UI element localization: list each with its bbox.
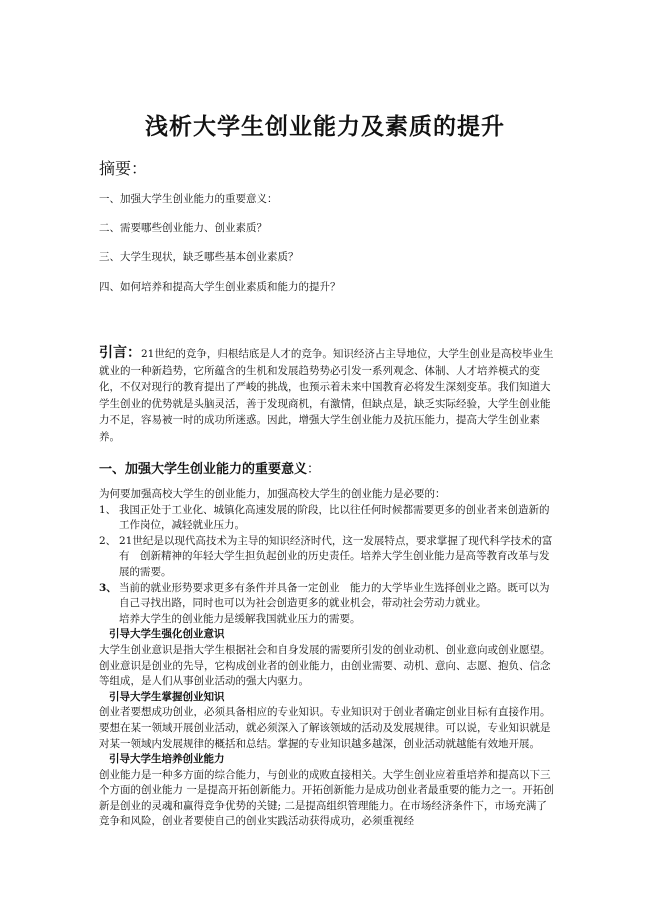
list-item (99, 503, 557, 534)
intro-label: 引言： (99, 345, 141, 361)
list-item-number: 1、 (99, 503, 117, 516)
intro-text: 21世纪的竞争，归根结底是人才的竞争。知识经济占主导地位，大学生创业是高校毕业生就业的一种新趋势，它所蕴含的生机和发展趋势势必引发一系列观念、体制、人才培养模式的变化，不仅对现行的教育提出了严峻的挑战，也预示着未来中国教育必将发生深刻变革。我们知道大学生创业的优势就是头脑灵活，善于发现商机，有激情，但缺点是，缺乏实际经验，大学生创业能力不足，容易被一时的成功所迷惑。因此，增强大学生创业能力及抗压能力，提高大学生创业素养。 (99, 348, 554, 443)
list-item-number: 3、 (99, 581, 117, 594)
section-1-heading-colon: ： (307, 462, 321, 477)
subsection-text-awareness: 大学生创业意识是指大学生根据社会和自身发展的需要所引发的创业动机、创业意向或创业愿望。创业意识是创业的先导，它构成创业者的创业能力，由创业需要、动机、意向、志愿、抱负、信念等组成，是人们从事创业活动的强大内驱力。 (99, 643, 551, 688)
list-item-text: 21世纪是以现代高技术为主导的知识经济时代，这一发展特点，要求掌握了现代科学技术的富有 创新精神的年轻大学生担负起创业的历史责任。培养大学生创业能力是高等教育改革与发展的需要。 (119, 534, 553, 578)
list-item-number: 2、 (99, 534, 117, 547)
section-1-heading (99, 458, 320, 477)
intro-paragraph (99, 345, 557, 445)
subsection-text-ability: 创业能力是一种多方面的综合能力，与创业的成败直接相关。大学生创业应着重培养和提高以下三个方面的创业能力 一是提高开拓创新能力。开拓创新能力是成功创业者最重要的能力之一。开拓创新是创业的灵魂和赢得竞争优势的关键; 二是提高组织管理能力。在市场经济条件下，市场充满了竞争和风险，创业者要使自己的创业实践活动获得成功，必须重视经 (99, 768, 554, 828)
list-item (99, 581, 557, 612)
list-item-text: 我国正处于工业化、城镇化高速发展的阶段，比以往任何时候都需要更多的创业者来创造新的工作岗位，减轻就业压力。 (119, 503, 550, 532)
abstract-label: 摘要： (99, 159, 148, 178)
section-1-body (99, 487, 557, 830)
outline-item-1: 一、加强大学生创业能力的重要意义： (99, 193, 278, 205)
subsection-text-knowledge: 创业者要想成功创业，必须具备相应的专业知识。专业知识对于创业者确定创业目标有直接作用。要想在某一领域开展创业活动，就必须深入了解该领域的活动及发展规律。可以说，专业知识就是对某一领域内发展规律的概括和总结。掌握的专业知识越多越深，创业活动就越能有效地开展。 (99, 706, 551, 750)
list-item-3-tail: 培养大学生的创业能力是缓解我国就业压力的需要。 (119, 612, 361, 625)
section-1-lead: 为何要加强高校大学生的创业能力，加强高校大学生的创业能力是必要的： (99, 488, 446, 500)
outline-item-2: 二、需要哪些创业能力、创业素质？ (99, 222, 267, 234)
section-1-heading-text: 一、加强大学生创业能力的重要意义 (99, 462, 308, 477)
outline-item-4: 四、如何培养和提高大学生创业素质和能力的提升？ (99, 281, 341, 293)
subsection-heading-awareness: 引导大学生强化创业意识 (109, 628, 225, 641)
list-item-text: 当前的就业形势要求更多有条件并具备一定创业 能力的大学毕业生选择创业之路。既可以为自己寻找出路，同时也可以为社会创造更多的就业机会，带动社会劳动力就业。 (119, 581, 550, 610)
outline-item-3: 三、大学生现状，缺乏哪些基本创业素质？ (99, 251, 299, 263)
list-item (99, 534, 557, 581)
document-title: 浅析大学生创业能力及素质的提升 (145, 113, 505, 140)
subsection-heading-ability: 引导大学生培养创业能力 (109, 753, 225, 766)
subsection-heading-knowledge: 引导大学生掌握创业知识 (109, 690, 225, 703)
